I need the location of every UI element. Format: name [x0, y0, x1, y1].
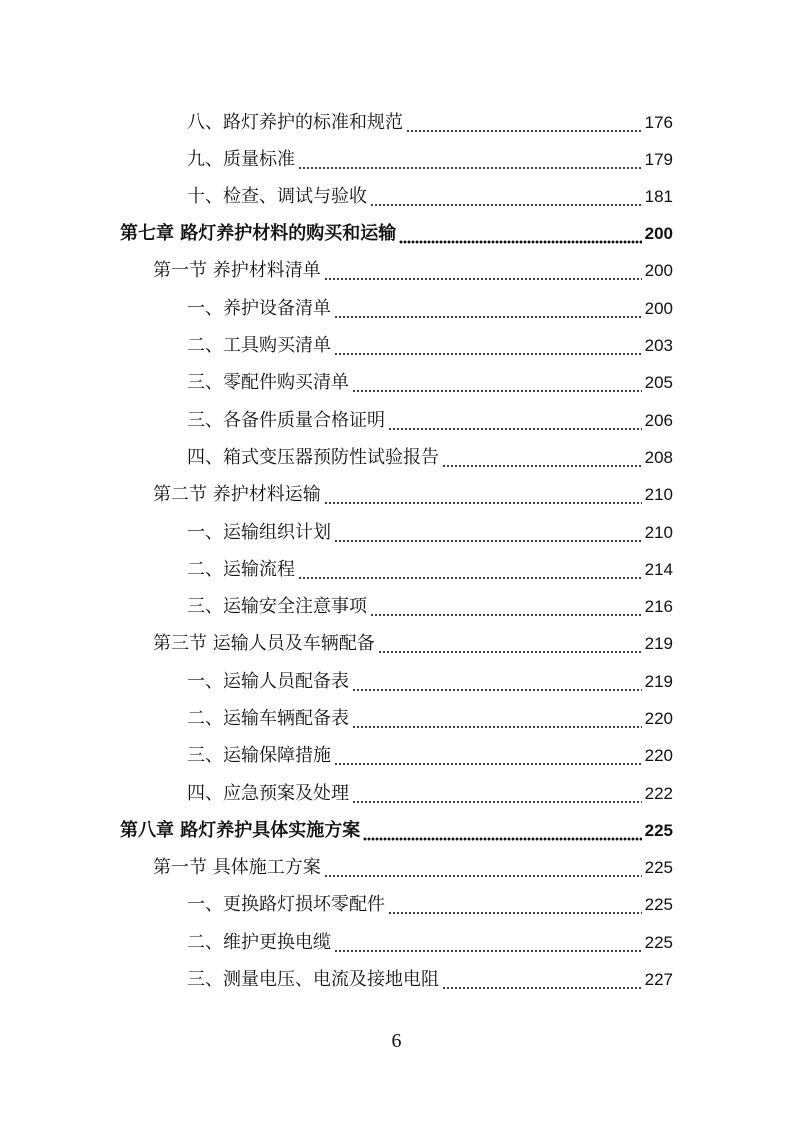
toc-leader-dots	[324, 859, 642, 879]
toc-entry[interactable]	[187, 888, 673, 916]
toc-entry-title: 二、维护更换电缆	[187, 932, 331, 953]
toc-entry[interactable]	[187, 106, 673, 134]
toc-leader-dots	[363, 822, 641, 842]
toc-leader-dots	[378, 635, 642, 655]
toc-leader-dots	[442, 971, 642, 991]
toc-entry[interactable]	[187, 516, 673, 544]
toc-entry-title: 第一节 具体施工方案	[153, 857, 321, 878]
toc-entry-title: 十、检查、调试与验收	[187, 186, 367, 207]
toc-entry-page: 219	[644, 634, 673, 653]
toc-entry-title: 第八章 路灯养护具体实施方案	[120, 820, 361, 841]
toc-entry[interactable]	[187, 665, 673, 693]
toc-entry-page: 200	[644, 224, 673, 243]
toc-entry-title: 二、运输流程	[187, 559, 295, 580]
toc-entry-page: 200	[644, 261, 673, 280]
toc-entry-section[interactable]	[153, 478, 673, 506]
toc-entry[interactable]	[187, 553, 673, 581]
toc-entry[interactable]	[187, 292, 673, 320]
toc-entry-title: 三、运输保障措施	[187, 745, 331, 766]
toc-leader-dots	[388, 412, 642, 432]
toc-entry-chapter[interactable]	[120, 814, 673, 842]
toc-entry-title: 第七章 路灯养护材料的购买和运输	[120, 223, 397, 244]
toc-entry-page: 205	[644, 373, 673, 392]
page-number: 6	[391, 1030, 402, 1052]
toc-entry-page: 179	[644, 150, 673, 169]
toc-entry-page: 220	[644, 746, 673, 765]
toc-leader-dots	[442, 449, 642, 469]
toc-entry[interactable]	[187, 590, 673, 618]
toc-entry[interactable]	[187, 180, 673, 208]
toc-leader-dots	[352, 673, 642, 693]
toc-entry-page: 210	[644, 523, 673, 542]
toc-leader-dots	[334, 747, 642, 767]
toc-entry-page: 225	[644, 895, 673, 914]
toc-entry-page: 176	[644, 113, 673, 132]
toc-entry-page: 222	[644, 784, 673, 803]
toc-entry-section[interactable]	[153, 627, 673, 655]
toc-entry-title: 三、测量电压、电流及接地电阻	[187, 969, 439, 990]
toc-entry-title: 二、运输车辆配备表	[187, 708, 349, 729]
toc-leader-dots	[370, 598, 642, 618]
toc-entry-title: 一、运输人员配备表	[187, 671, 349, 692]
toc-leader-dots	[334, 934, 642, 954]
toc-entry[interactable]	[187, 441, 673, 469]
toc-entry-page: 225	[644, 821, 673, 840]
toc-entry-title: 三、各备件质量合格证明	[187, 410, 385, 431]
toc-entry-page: 214	[644, 560, 673, 579]
toc-entry-page: 227	[644, 970, 673, 989]
toc-entry-title: 四、箱式变压器预防性试验报告	[187, 447, 439, 468]
toc-entry-page: 203	[644, 336, 673, 355]
toc-entry-page: 219	[644, 672, 673, 691]
toc-leader-dots	[352, 710, 642, 730]
toc-leader-dots	[388, 896, 642, 916]
toc-entry-page: 200	[644, 299, 673, 318]
toc-leader-dots	[399, 225, 641, 245]
toc-leader-dots	[370, 188, 642, 208]
toc-leader-dots	[324, 262, 642, 282]
toc-entry[interactable]	[187, 963, 673, 991]
toc-entry[interactable]	[187, 143, 673, 171]
toc-leader-dots	[352, 785, 642, 805]
toc-leader-dots	[334, 524, 642, 544]
toc-leader-dots	[334, 300, 642, 320]
toc-leader-dots	[298, 561, 642, 581]
toc-entry-page: 225	[644, 933, 673, 952]
toc-entry-section[interactable]	[153, 254, 673, 282]
toc-entry-title: 八、路灯养护的标准和规范	[187, 112, 403, 133]
toc-entry[interactable]	[187, 926, 673, 954]
toc-leader-dots	[352, 374, 642, 394]
toc-entry-page: 206	[644, 411, 673, 430]
toc-entry[interactable]	[187, 702, 673, 730]
toc-entry-page: 225	[644, 858, 673, 877]
toc-entry-title: 一、更换路灯损坏零配件	[187, 894, 385, 915]
toc-leader-dots	[406, 114, 642, 134]
toc-entry-title: 一、养护设备清单	[187, 298, 331, 319]
toc-entry-section[interactable]	[153, 851, 673, 879]
toc-entry-page: 208	[644, 448, 673, 467]
toc-entry-chapter[interactable]	[120, 217, 673, 245]
toc-entry[interactable]	[187, 329, 673, 357]
toc-entry-title: 九、质量标准	[187, 149, 295, 170]
toc-entry-title: 第三节 运输人员及车辆配备	[153, 633, 375, 654]
toc-entry-title: 三、零配件购买清单	[187, 372, 349, 393]
toc-leader-dots	[334, 337, 642, 357]
toc-entry-title: 一、运输组织计划	[187, 522, 331, 543]
toc-entry-page: 216	[644, 597, 673, 616]
toc-leader-dots	[298, 151, 642, 171]
toc-entry[interactable]	[187, 739, 673, 767]
toc-entry-title: 三、运输安全注意事项	[187, 596, 367, 617]
toc-entry-title: 四、应急预案及处理	[187, 783, 349, 804]
toc-entry-title: 第一节 养护材料清单	[153, 260, 321, 281]
toc-entry-title: 第二节 养护材料运输	[153, 484, 321, 505]
toc-entry[interactable]	[187, 777, 673, 805]
toc-leader-dots	[324, 486, 642, 506]
toc-entry-page: 181	[644, 187, 673, 206]
toc-entry-page: 210	[644, 485, 673, 504]
toc-entry[interactable]	[187, 366, 673, 394]
toc-entry-page: 220	[644, 709, 673, 728]
toc-entry-title: 二、工具购买清单	[187, 335, 331, 356]
toc-entry[interactable]	[187, 404, 673, 432]
